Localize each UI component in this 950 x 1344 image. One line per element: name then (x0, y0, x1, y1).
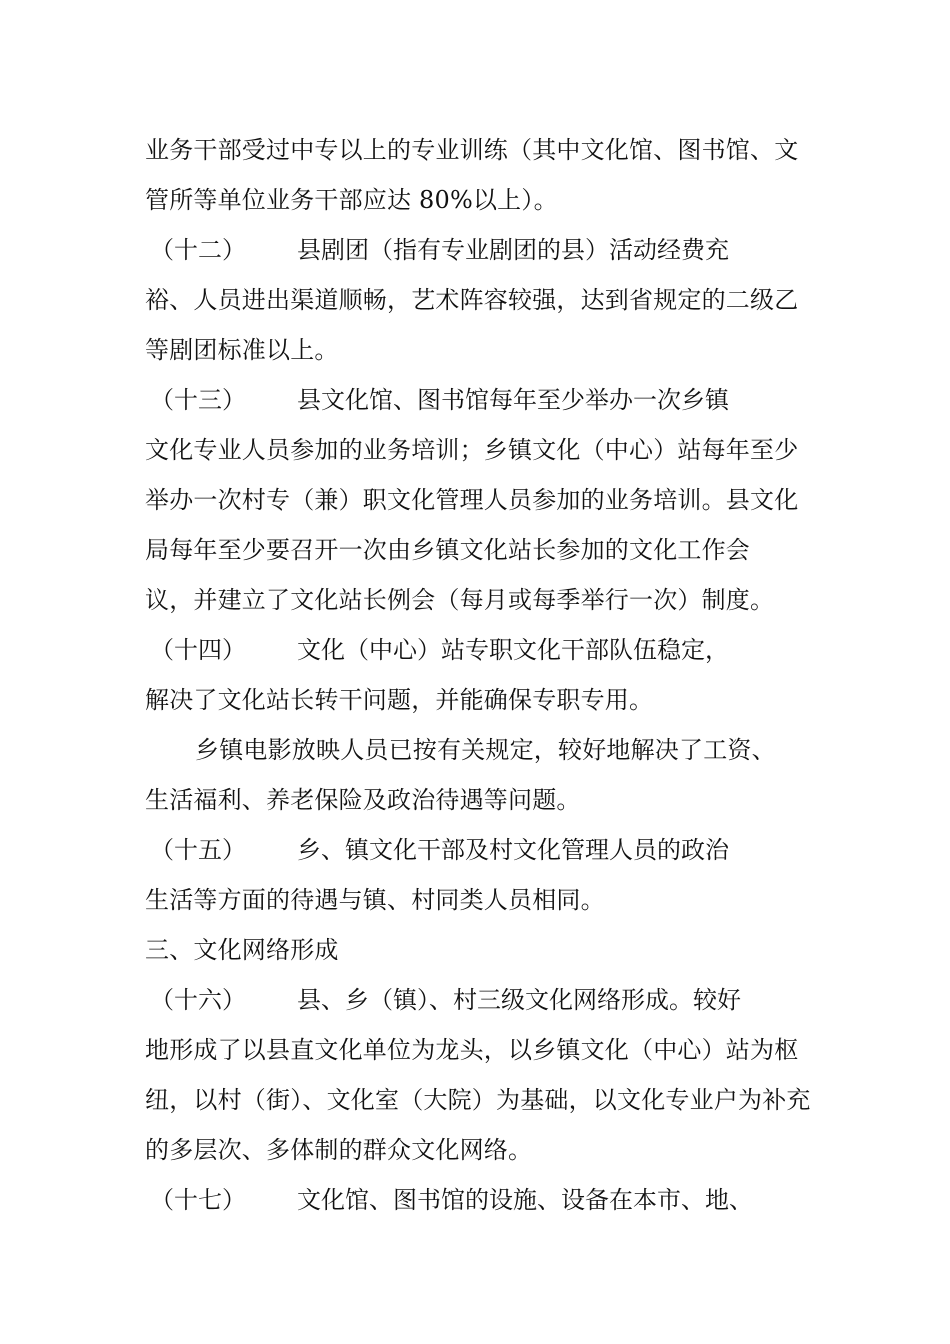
item-number: （十三） (150, 386, 246, 414)
paragraph-line: 等剧团标准以上。 (145, 336, 339, 364)
paragraph-line: 乡镇电影放映人员已按有关规定，较好地解决了工资、 (195, 736, 776, 764)
item-number: （十五） (150, 836, 246, 864)
item-number: （十二） (150, 236, 246, 264)
item-heading: 县文化馆、图书馆每年至少举办一次乡镇 (297, 386, 729, 414)
item-number: （十四） (150, 636, 246, 664)
item-number: （十七） (150, 1186, 246, 1214)
item-number: （十六） (150, 986, 246, 1014)
item-heading: 文化馆、图书馆的设施、设备在本市、地、 (297, 1186, 753, 1214)
paragraph-line: 生活等方面的待遇与镇、村同类人员相同。 (145, 886, 605, 914)
paragraph-line: 地形成了以县直文化单位为龙头，以乡镇文化（中心）站为枢 (145, 1036, 799, 1064)
paragraph-line: 局每年至少要召开一次由乡镇文化站长参加的文化工作会 (145, 536, 750, 564)
paragraph-line: 议，并建立了文化站长例会（每月或每季举行一次）制度。 (145, 586, 775, 614)
paragraph-line: 管所等单位业务干部应达 80%以上）。 (145, 186, 558, 214)
paragraph-line: 纽，以村（街）、文化室（大院）为基础，以文化专业户为补充 (145, 1086, 811, 1114)
paragraph-line: 的多层次、多体制的群众文化网络。 (145, 1136, 533, 1164)
section-heading: 三、文化网络形成 (145, 936, 339, 964)
paragraph-line: 举办一次村专（兼）职文化管理人员参加的业务培训。县文化 (145, 486, 799, 514)
item-heading: 文化（中心）站专职文化干部队伍稳定， (297, 636, 729, 664)
paragraph-line: 文化专业人员参加的业务培训；乡镇文化（中心）站每年至少 (145, 436, 799, 464)
item-heading: 乡、镇文化干部及村文化管理人员的政治 (297, 836, 729, 864)
paragraph-line: 生活福利、养老保险及政治待遇等问题。 (145, 786, 581, 814)
paragraph-line: 裕、人员进出渠道顺畅，艺术阵容较强，达到省规定的二级乙 (145, 286, 799, 314)
item-heading: 县剧团（指有专业剧团的县）活动经费充 (297, 236, 729, 264)
item-heading: 县、乡（镇）、村三级文化网络形成。较好 (297, 986, 741, 1014)
paragraph-line: 业务干部受过中专以上的专业训练（其中文化馆、图书馆、文 (145, 136, 799, 164)
paragraph-line: 解决了文化站长转干问题，并能确保专职专用。 (145, 686, 654, 714)
